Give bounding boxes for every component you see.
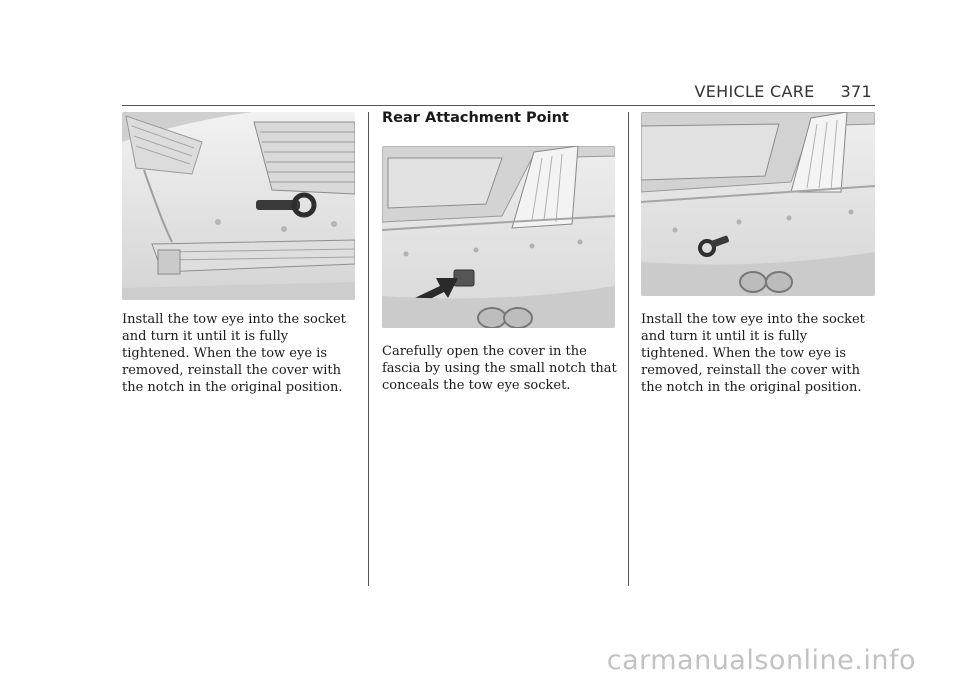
- watermark: carmanualsonline.info: [606, 645, 916, 676]
- tow-eye-front-socket-illustration-icon: [122, 112, 355, 300]
- middle-paragraph: Carefully open the cover in the fascia by using the small notch that conceals the tow eye socket.: [382, 344, 617, 393]
- page-header: [695, 82, 872, 101]
- right-paragraph: Install the tow eye into the socket and turn it until it is fully tightened. When the tow eye is removed, reinstall the cover with the notch in the original position.: [641, 312, 865, 395]
- tow-eye-rear-installed-illustration-icon: [641, 112, 875, 296]
- section-title: VEHICLE CARE: [694, 82, 815, 101]
- rear-fascia-cover-arrow-illustration-icon: [382, 146, 615, 328]
- header-rule: [122, 105, 875, 106]
- column-divider-right: [628, 112, 629, 586]
- page-number: 371: [840, 82, 872, 101]
- left-paragraph: Install the tow eye into the socket and turn it until it is fully tightened. When the tow eye is removed, reinstall the cover with the notch in the original position.: [122, 312, 346, 395]
- column-divider-left: [368, 112, 369, 586]
- section-heading: Rear Attachment Point: [382, 110, 569, 126]
